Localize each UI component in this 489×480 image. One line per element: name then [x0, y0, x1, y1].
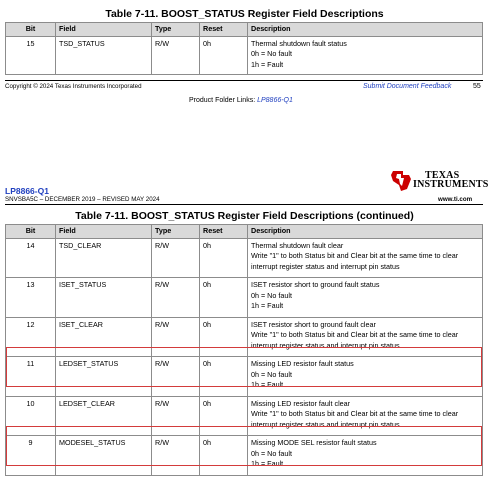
description-cell [248, 36, 483, 74]
header-field: Field [56, 225, 152, 239]
description-line: Missing MODE SEL resistor fault status [251, 438, 377, 447]
description-line: ISET resistor short to ground fault status [251, 280, 380, 289]
type-cell: R/W [152, 238, 200, 278]
table-row [6, 36, 483, 74]
bit-cell: 9 [6, 436, 56, 476]
field-cell: ISET_STATUS [56, 278, 152, 318]
description-line: Write "1" to both Status bit and Clear bit at the same time to clear [251, 409, 459, 418]
description-line: 1h = Fault [251, 459, 284, 468]
description-line: interrupt register status and interrupt pin status [251, 261, 400, 271]
ti-logo-line1: TEXAS [425, 170, 460, 181]
ti-logo-line2: INSTRUMENTS [413, 179, 489, 190]
reset-cell: 0h [200, 436, 248, 476]
doc-revision-info: SNVSBA5C – DECEMBER 2019 – REVISED MAY 2024 [5, 196, 160, 203]
description-line: Missing LED resistor fault clear [251, 398, 351, 408]
field-cell: ISET_CLEAR [56, 317, 152, 357]
header-rule [5, 204, 483, 205]
ti-logo-wordmark [413, 171, 489, 189]
description-cell [248, 278, 483, 318]
field-cell: TSD_CLEAR [56, 238, 152, 278]
description-line: Missing LED resistor fault status [251, 359, 354, 368]
bit-cell: 15 [6, 36, 56, 74]
product-folder-links [189, 97, 293, 104]
header-type: Type [152, 225, 200, 239]
header-type: Type [152, 23, 200, 37]
description-line: Thermal shutdown fault status [251, 38, 347, 48]
type-cell: R/W [152, 436, 200, 476]
description-line: ISET resistor short to ground fault clear [251, 319, 376, 329]
header-description: Description [248, 23, 483, 37]
description-line: Write "1" to both Status bit and Clear bit at the same time to clear [251, 330, 459, 339]
header-bit: Bit [6, 225, 56, 239]
table-header-row [6, 23, 483, 37]
table-header-row [6, 225, 483, 239]
header-reset: Reset [200, 23, 248, 37]
header-field: Field [56, 23, 152, 37]
product-folder-part-link[interactable]: LP8866-Q1 [257, 97, 293, 104]
description-line: Thermal shutdown fault clear [251, 240, 344, 250]
page-number: 55 [473, 83, 481, 90]
field-cell: LEDSET_CLEAR [56, 396, 152, 436]
description-line: 0h = No fault [251, 290, 292, 300]
reset-cell: 0h [200, 396, 248, 436]
description-line: 0h = No fault [251, 369, 292, 379]
type-cell: R/W [152, 396, 200, 436]
description-cell [248, 238, 483, 278]
reset-cell: 0h [200, 36, 248, 74]
description-line: Write "1" to both Status bit and Clear bit at the same time to clear [251, 251, 459, 260]
copyright-text: Copyright © 2024 Texas Instruments Incorporated [5, 83, 142, 90]
reset-cell: 0h [200, 278, 248, 318]
description-line: 0h = No fault [251, 49, 292, 58]
website-link[interactable]: www.ti.com [438, 196, 473, 203]
description-line: 1h = Fault [251, 301, 284, 310]
table-row [6, 278, 483, 318]
bit-cell: 11 [6, 357, 56, 397]
product-folder-label: Product Folder Links: [189, 97, 258, 104]
field-cell: TSD_STATUS [56, 36, 152, 74]
type-cell: R/W [152, 278, 200, 318]
description-line: 0h = No fault [251, 448, 292, 458]
header-reset: Reset [200, 225, 248, 239]
footer-rule [5, 80, 483, 81]
bit-cell: 13 [6, 278, 56, 318]
part-number-link[interactable]: LP8866-Q1 [5, 186, 49, 196]
header-bit: Bit [6, 23, 56, 37]
field-cell: LEDSET_STATUS [56, 357, 152, 397]
description-line: interrupt register status and interrupt pin status [251, 340, 400, 350]
description-line: 1h = Fault [251, 59, 284, 69]
table-title-page2: Table 7-11. BOOST_STATUS Register Field Descriptions (continued) [75, 210, 414, 222]
description-line: 1h = Fault [251, 380, 284, 389]
table-title-page1: Table 7-11. BOOST_STATUS Register Field Descriptions [105, 8, 384, 20]
type-cell: R/W [152, 357, 200, 397]
description-line: interrupt register status and interrupt pin status [251, 419, 400, 429]
submit-feedback-link[interactable]: Submit Document Feedback [363, 83, 452, 90]
reset-cell: 0h [200, 317, 248, 357]
field-cell: MODESEL_STATUS [56, 436, 152, 476]
highlight-box-ledset-status [6, 347, 482, 387]
bit-cell: 12 [6, 317, 56, 357]
register-table-page1 [5, 22, 483, 75]
reset-cell: 0h [200, 357, 248, 397]
table-row [6, 238, 483, 278]
highlight-box-modesel-status [6, 426, 482, 466]
type-cell: R/W [152, 36, 200, 74]
bit-cell: 10 [6, 396, 56, 436]
type-cell: R/W [152, 317, 200, 357]
bit-cell: 14 [6, 238, 56, 278]
reset-cell: 0h [200, 238, 248, 278]
header-description: Description [248, 225, 483, 239]
